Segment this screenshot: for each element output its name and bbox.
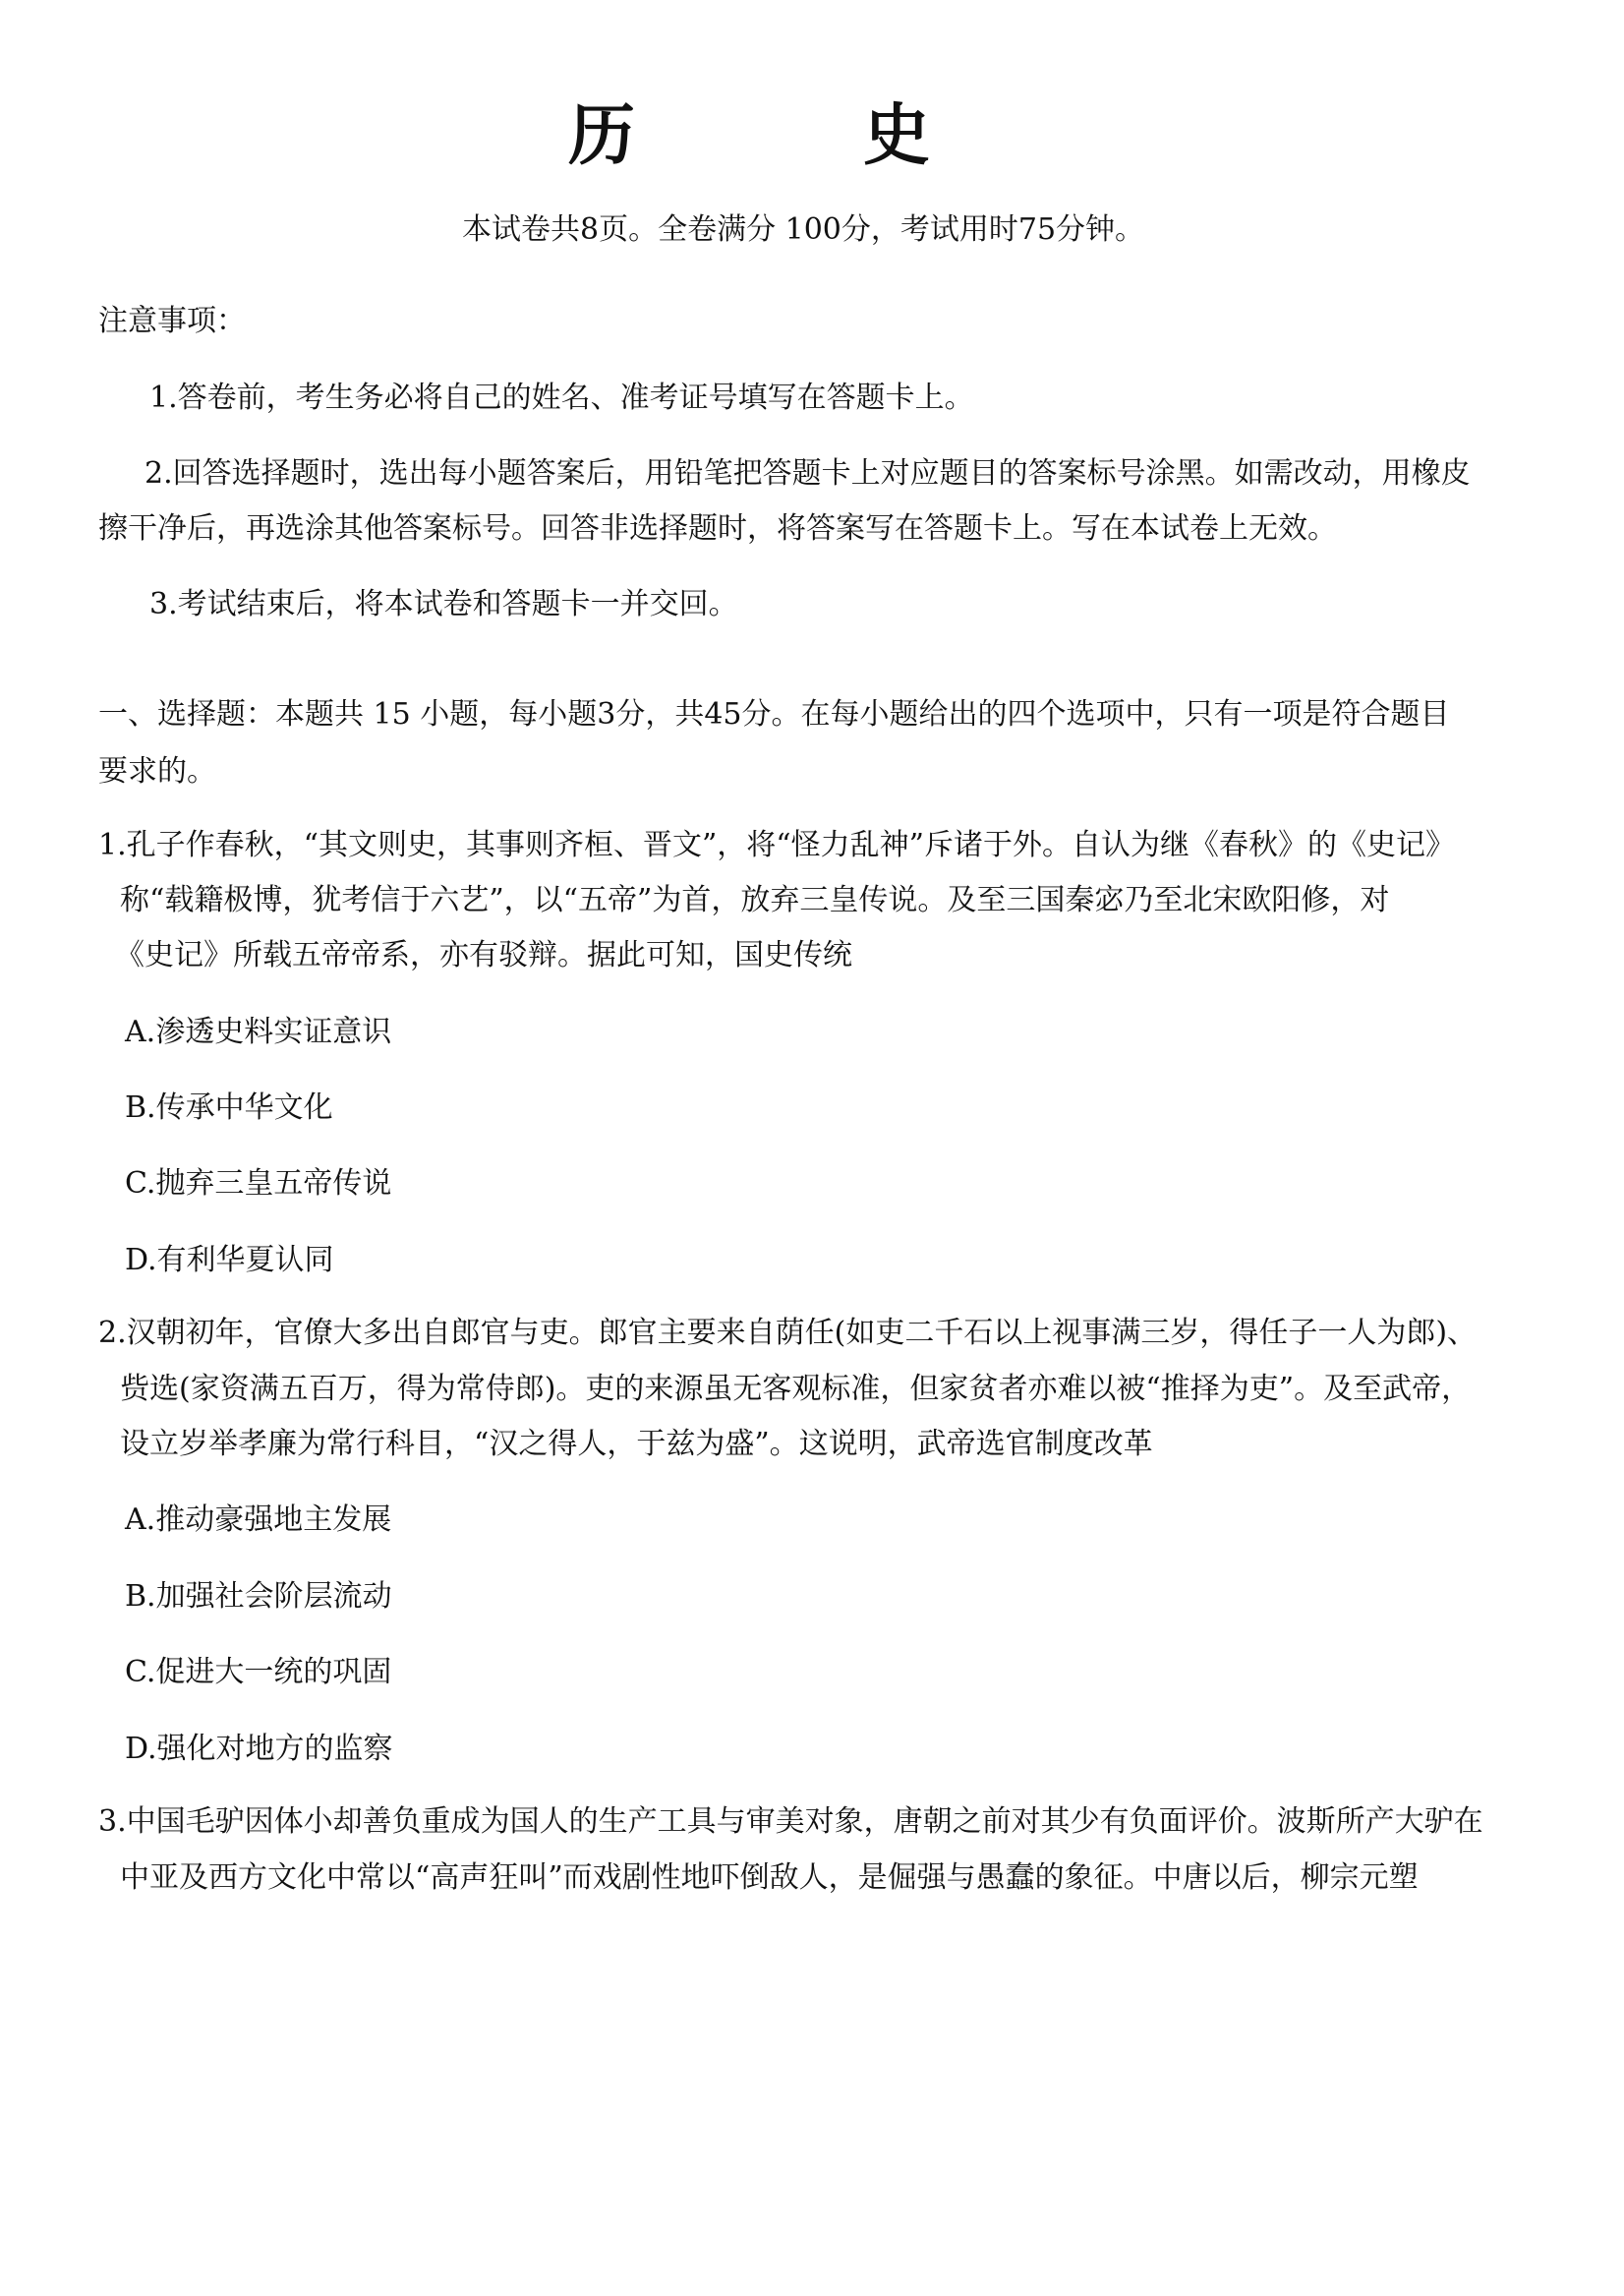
- question-2-option-b: B.加强社会阶层流动: [125, 1579, 392, 1614]
- section-heading: 一、选择题：本题共 15 小题，每小题3分，共45分。在每小题给出的四个选项中，只有一项是符合题目: [98, 697, 1450, 732]
- question-1-option-a: A.渗透史料实证意识: [125, 1015, 392, 1049]
- question-3-stem: 中亚及西方文化中常以“高声狂叫”而戏剧性地吓倒敌人，是倔强与愚蠢的象征。中唐以后，柳宗元塑: [120, 1860, 1419, 1895]
- notice-heading: 注意事项：: [98, 304, 246, 338]
- notice-item: 1.答卷前，考生务必将自己的姓名、准考证号填写在答题卡上。: [149, 381, 974, 415]
- notice-item: 3.考试结束后，将本试卷和答题卡一并交回。: [149, 587, 738, 621]
- question-1-option-c: C.抛弃三皇五帝传说: [125, 1166, 392, 1201]
- notice-item: 2.回答选择题时，选出每小题答案后，用铅笔把答题卡上对应题目的答案标号涂黑。如需改动，用橡皮: [145, 456, 1471, 491]
- exam-info: 本试卷共8页。全卷满分 100分，考试用时75分钟。: [462, 212, 1145, 247]
- question-2-stem: 赀选(家资满五百万，得为常侍郎)。吏的来源虽无客观标准，但家贫者亦难以被“推择为吏”。及至武帝，: [120, 1372, 1472, 1406]
- question-3-stem: 3.中国毛驴因体小却善负重成为国人的生产工具与审美对象，唐朝之前对其少有负面评价。波斯所产大驴在: [98, 1804, 1483, 1839]
- question-2-stem: 设立岁举孝廉为常行科目，“汉之得人，于兹为盛”。这说明，武帝选官制度改革: [120, 1427, 1153, 1461]
- section-heading-continuation: 要求的。: [98, 754, 216, 789]
- question-2-stem: 2.汉朝初年，官僚大多出自郎官与吏。郎官主要来自荫任(如吏二千石以上视事满三岁，得任子一人为郎)、: [98, 1316, 1478, 1350]
- question-1-option-b: B.传承中华文化: [125, 1090, 333, 1125]
- question-2-option-d: D.强化对地方的监察: [125, 1732, 393, 1766]
- question-1-option-d: D.有利华夏认同: [125, 1243, 334, 1277]
- question-1-stem: 称“载籍极博，犹考信于六艺”，以“五帝”为首，放弃三皇传说。及至三国秦宓乃至北宋欧阳修，对: [120, 883, 1390, 917]
- page-title: 历 史: [568, 96, 1012, 175]
- question-1-stem: 《史记》所载五帝帝系，亦有驳辩。据此可知，国史传统: [115, 938, 852, 972]
- question-1-stem: 1.孔子作春秋，“其文则史，其事则齐桓、晋文”，将“怪力乱神”斥诸于外。自认为继《春秋》的《史记》: [98, 828, 1455, 862]
- question-2-option-a: A.推动豪强地主发展: [125, 1502, 392, 1537]
- question-2-option-c: C.促进大一统的巩固: [125, 1655, 392, 1689]
- notice-item-continuation: 擦干净后，再选涂其他答案标号。回答非选择题时，将答案写在答题卡上。写在本试卷上无效。: [98, 511, 1337, 546]
